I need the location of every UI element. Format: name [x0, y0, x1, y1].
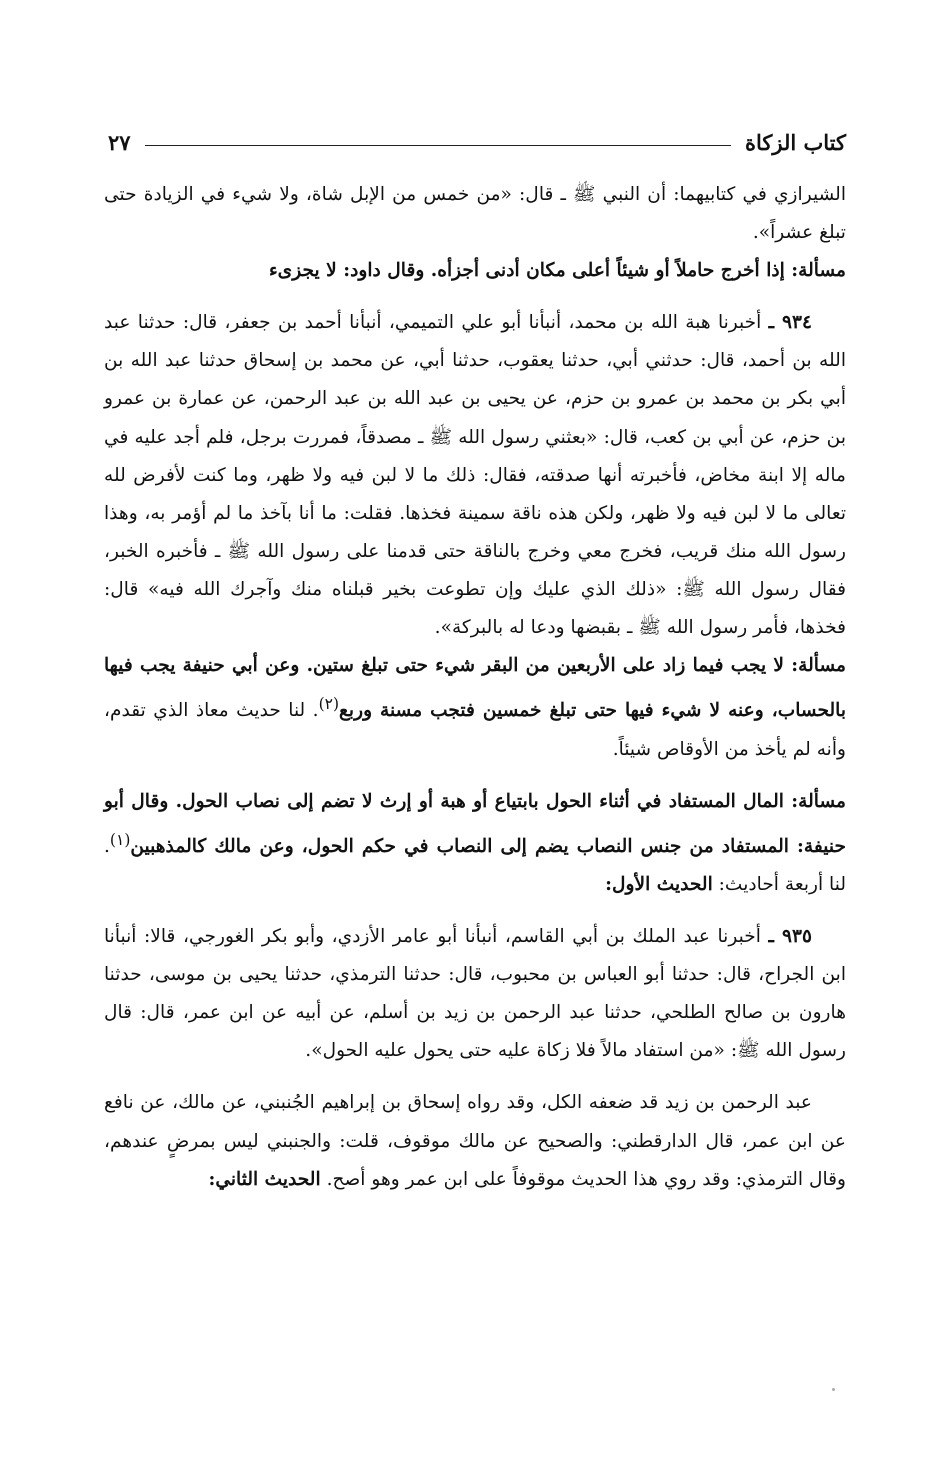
issue-3-bold: مسألة: المال المستفاد في أثناء الحول بابتياع أو هبة أو إرث لا تضم إلى نصاب الحول. وقال أبو حنيفة: المستفاد من جنس النصاب يضم إلى النصاب في حكم الحول، وعن مالك كالمذهبين: [104, 790, 846, 857]
paragraph-continuation: الشيرازي في كتابيهما: أن النبي ﷺ ـ قال: «من خمس من الإبل شاة، ولا شيء في الزيادة حتى تبلغ عشراً».: [104, 184, 846, 244]
running-header: [108, 120, 846, 164]
issue-heading-1: مسألة: إذا أخرج حاملاً أو شيئاً أعلى مكان أدنى أجزأه. وقال داود: لا يجزىء: [268, 260, 846, 282]
issue-2-rest: . لنا حديث معاذ الذي تقدم، وأنه لم يأخذ من الأوقاص شيئاً.: [104, 700, 846, 760]
issue-3-rest: . لنا أربعة أحاديث:: [104, 835, 846, 895]
hadith-number-934: ٩٣٤ ـ: [768, 312, 812, 334]
footnote-ref-2: (٢): [318, 695, 340, 714]
commentary-text: عبد الرحمن بن زيد قد ضعفه الكل، وقد رواه إسحاق بن إبراهيم الجُنبني، عن مالك، عن نافع عن ابن عمر، قال الدارقطني: والصحيح عن مالك موقوف، قلت: والجنبني ليس بمرضٍ عندهم، وقال الترمذي: وقد روي هذا الحديث موقوفاً على ابن عمر وهو أصح.: [104, 1092, 846, 1190]
header-rule: [145, 145, 731, 146]
issue-3: [104, 783, 846, 904]
page-number: ٢٧: [108, 129, 131, 155]
speck: [832, 1388, 835, 1391]
issue-2-bold: مسألة: لا يجب فيما زاد على الأربعين من البقر شيء حتى تبلغ ستين. وعن أبي حنيفة يجب فيها بالحساب، وعنه لا شيء فيها حتى تبلغ خمسين فتجب مسنة وربع: [104, 655, 847, 722]
issue-2: [104, 647, 846, 768]
hadith-935-text: أخبرنا عبد الملك بن أبي القاسم، أنبأنا أبو عامر الأزدي، وأبو بكر الغورجي، قالا: أنبأنا ابن الجراح، قال: حدثنا أبو العباس بن محبوب، قال: حدثنا الترمذي، حدثنا يحيى بن موسى، حدثنا هارون بن صالح الطلحي، حدثنا عبد الرحمن بن زيد بن أسلم، عن أبيه عن ابن عمر، قال: قال رسول الله ﷺ: «من استفاد مالاً فلا زكاة عليه حتى يحول عليه الحول».: [104, 926, 846, 1062]
hadith-number-935: ٩٣٥ ـ: [768, 926, 812, 948]
hadith-935: [104, 918, 846, 1070]
second-hadith-label: الحديث الثاني:: [208, 1168, 321, 1190]
chapter-title: كتاب الزكاة: [744, 129, 846, 155]
page-body: [104, 176, 846, 1199]
first-hadith-label: الحديث الأول:: [605, 873, 713, 895]
commentary-paragraph: [104, 1084, 846, 1198]
hadith-934-text: أخبرنا هبة الله بن محمد، أنبأنا أبو علي التميمي، أنبأنا أحمد بن جعفر، قال: حدثنا عبد الله بن أحمد، قال: حدثني أبي، حدثنا يعقوب، حدثنا أبي، عن محمد بن إسحاق حدثنا عبد الله بن أبي بكر بن محمد بن عمرو بن حزم، عن يحيى بن عبد الله بن عبد الرحمن، عن عمارة بن عمرو بن حزم، عن أبي بن كعب، قال: «بعثني رسول الله ﷺ ـ مصدقاً، فمررت برجل، فلم أجد عليه في ماله إلا ابنة مخاض، فأخبرته أنها صدقته، فقال: ذلك ما لا لبن فيه ولا ظهر، وما كنت لأفرض لله تعالى ما لا لبن فيه ولا ظهر، ولكن هذه ناقة سمينة فخذها. فقلت: ما أنا بآخذ ما لم أؤمر به، وهذا رسول الله منك قريب، فخرج معي وخرج بالناقة حتى قدمنا على رسول الله ﷺ ـ فأخبره الخبر، فقال رسول الله ﷺ: «ذلك الذي عليك وإن تطوعت بخير قبلناه منك وآجرك الله فيه» قال: فخذها، فأمر رسول الله ﷺ ـ بقبضها ودعا له بالبركة».: [104, 312, 846, 639]
hadith-934: [104, 304, 846, 647]
footnote-ref-1: (١): [109, 830, 131, 849]
